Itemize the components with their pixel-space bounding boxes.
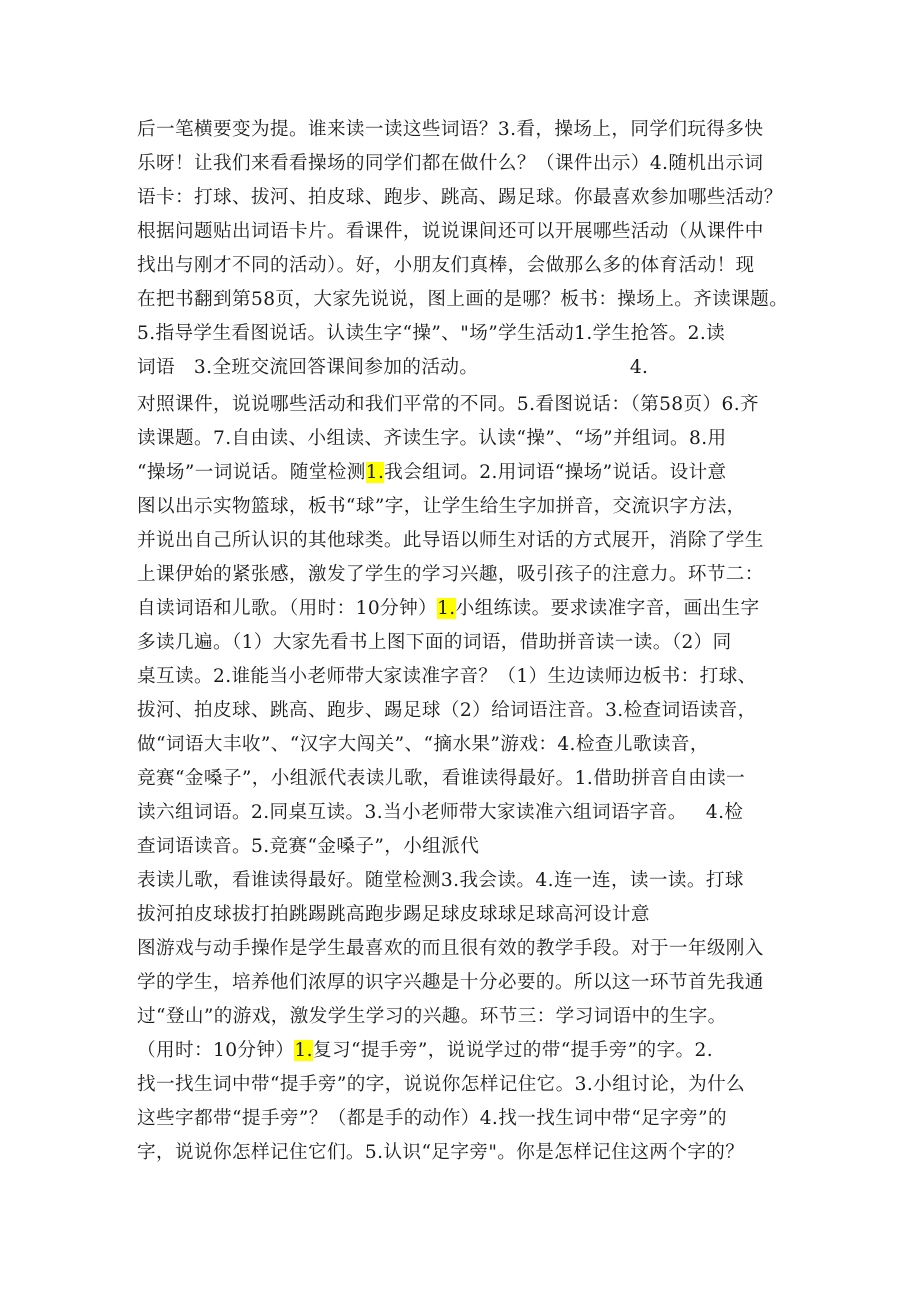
- text-segment: 我会组词。2.用词语“操场”说话。设计意: [384, 462, 727, 483]
- text-segment: 过“登山”的游戏，激发学生学习的兴趣。环节三：学习词语中的生字。: [137, 1006, 727, 1027]
- text-segment: 表读儿歌，看谁读得最好。随堂检测3.我会读。4.连一连，读一读。打球: [137, 870, 744, 891]
- text-segment: 图以出示实物篮球，板书“球”字，让学生给生字加拼音，交流识字方法，: [137, 496, 746, 517]
- text-segment: 语卡：打球、拔河、拍皮球、跑步、跳高、踢足球。你最喜欢参加哪些活动？: [137, 187, 783, 208]
- text-segment: 拔河、拍皮球、跳高、跑步、踢足球（2）给词语注音。3.检查词语读音，: [137, 700, 757, 721]
- text-segment: 做“词语大丰收”、“汉字大闯关”、“摘水果”游戏：4.检查儿歌读音，: [137, 734, 709, 755]
- text-segment: 找一找生词中带“提手旁”的字，说说你怎样记住它。3.小组讨论，为什么: [137, 1074, 746, 1095]
- text-line: [137, 1073, 745, 1097]
- text-line: [137, 1005, 727, 1029]
- text-line: [137, 495, 746, 519]
- text-segment: 乐呀！让我们来看看操场的同学们都在做什么？（课件出示）4.随机出示词: [137, 153, 764, 174]
- highlighted-number: 1.: [365, 462, 385, 483]
- highlighted-number: 1.: [437, 598, 456, 619]
- text-line: [137, 322, 725, 346]
- text-line: [137, 767, 745, 791]
- text-line: [137, 186, 783, 210]
- text-line: [137, 563, 764, 587]
- text-line: [137, 597, 760, 621]
- text-line: [137, 733, 709, 757]
- text-segment: 并说出自己所认识的其他球类。此导语以师生对话的方式展开，消除了学生: [137, 530, 764, 551]
- text-segment: 复习“提手旁”，说说学过的带“提手旁”的字。2.: [312, 1040, 714, 1061]
- text-segment: 找出与刚才不同的活动）。好，小朋友们真棒，会做那么多的体育活动！现: [137, 255, 755, 276]
- text-line: [137, 254, 755, 278]
- text-segment: 查词语读音。5.竞赛“金嗓子”，小组派代: [137, 836, 480, 857]
- text-line: [137, 665, 757, 689]
- text-segment: 后一笔横要变为提。谁来读一读这些词语？3.看，操场上，同学们玩得多快: [137, 119, 764, 140]
- text-line: [137, 1107, 727, 1131]
- text-line: [137, 356, 648, 380]
- text-segment: 学的学生，培养他们浓厚的识字兴趣是十分必要的。所以这一环节首先我通: [137, 972, 764, 993]
- text-segment: 读课题。7.自由读、小组读、齐读生字。认读“操”、“场”并组词。8.用: [137, 428, 727, 449]
- text-segment: （用时：10分钟）: [137, 1040, 295, 1061]
- text-segment: 上课伊始的紧张感，激发了学生的学习兴趣，吸引孩子的注意力。环节二：: [137, 564, 764, 585]
- highlighted-number: 1.: [294, 1040, 313, 1061]
- text-segment: 在把书翻到第58页，大家先说说，图上画的是哪？板书：操场上。齐读课题。: [137, 289, 789, 310]
- text-segment: 竞赛“金嗓子”，小组派代表读儿歌，看谁读得最好。1.借助拼音自由读一: [137, 768, 746, 789]
- text-line: [137, 1039, 713, 1063]
- text-line: [137, 118, 763, 142]
- text-line: [137, 288, 788, 312]
- text-line: [137, 903, 650, 927]
- text-line: [137, 631, 732, 655]
- text-segment: 读六组词语。2.同桌互读。3.当小老师带大家读准六组词语字音。 4.检: [137, 802, 744, 823]
- text-line: [137, 461, 727, 485]
- text-segment: 多读几遍。（1）大家先看书上图下面的词语，借助拼音读一读。（2）同: [137, 632, 732, 653]
- text-segment: 小组练读。要求读准字音，画出生字: [455, 598, 760, 619]
- text-line: [137, 869, 744, 893]
- text-segment: 5.指导学生看图说话。认读生字“操”、"场”学生活动1.学生抢答。2.读: [137, 323, 726, 344]
- text-line: [137, 971, 764, 995]
- text-segment: 桌互读。2.谁能当小老师带大家读准字音？（1）生边读师边板书：打球、: [137, 666, 757, 687]
- text-line: [137, 529, 764, 553]
- text-line: [137, 801, 743, 825]
- text-segment: 对照课件，说说哪些活动和我们平常的不同。5.看图说话：（第58页）6.齐: [137, 394, 760, 415]
- text-segment: 这些字都带“提手旁”？（都是手的动作）4.找一找生词中带“足字旁”的: [137, 1108, 727, 1129]
- text-segment: 拔河拍皮球拔打拍跳踢跳高跑步踢足球皮球球足球高河设计意: [137, 904, 650, 925]
- text-line: [137, 1141, 744, 1165]
- text-segment: 图游戏与动手操作是学生最喜欢的而且很有效的教学手段。对于一年级刚入: [137, 938, 764, 959]
- text-segment: 字，说说你怎样记住它们。5.认识“足字旁"。你是怎样记住这两个字的？: [137, 1142, 745, 1163]
- text-line: [137, 152, 763, 176]
- text-line: [137, 699, 757, 723]
- text-segment: 词语 3.全班交流回答课间参加的活动。 4.: [137, 357, 649, 378]
- text-segment: “操场”一词说话。随堂检测: [137, 462, 366, 483]
- text-segment: 根据问题贴出词语卡片。看课件，说说课间还可以开展哪些活动（从课件中: [137, 221, 764, 242]
- text-line: [137, 937, 764, 961]
- text-line: [137, 393, 759, 417]
- text-line: [137, 835, 479, 859]
- text-segment: 自读词语和儿歌。（用时：10分钟）: [137, 598, 438, 619]
- text-line: [137, 220, 764, 244]
- text-line: [137, 427, 727, 451]
